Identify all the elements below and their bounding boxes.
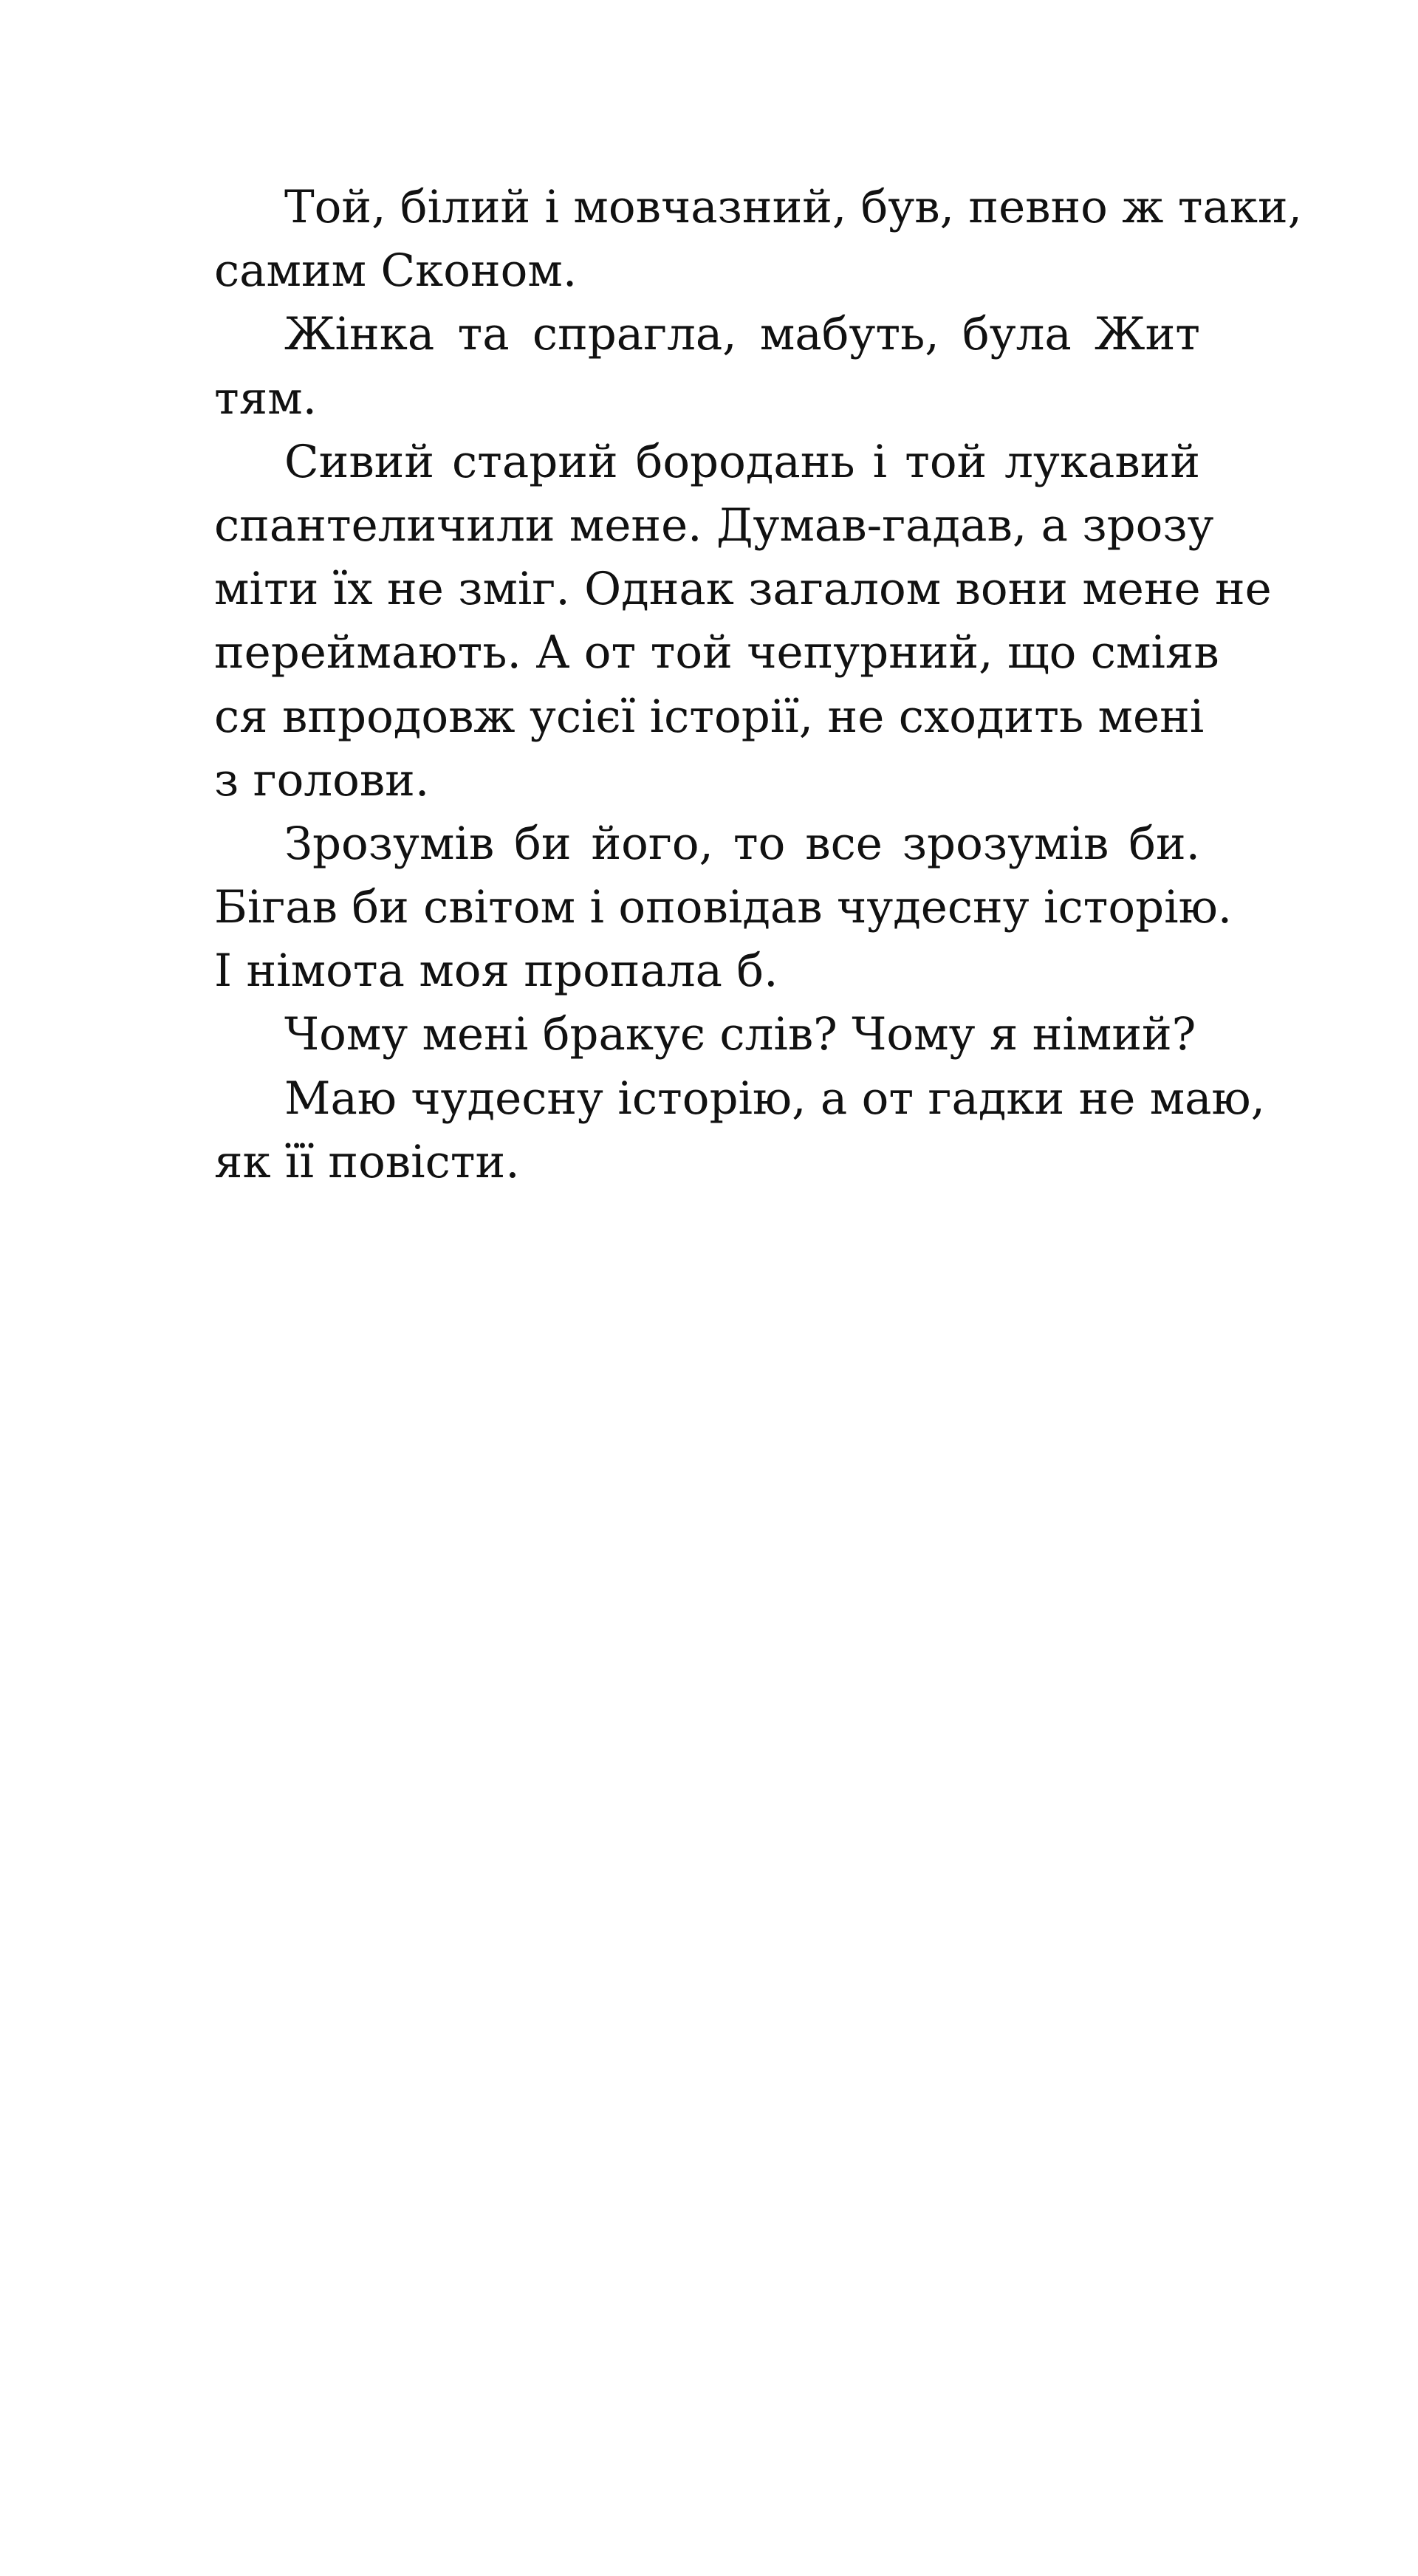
text-line: спантеличили мене. Думав-гадав, а зрозу — [214, 499, 1214, 552]
text-line: як її повісти. — [214, 1135, 520, 1188]
text-line: з голови. — [214, 753, 430, 806]
text-line: І німота моя пропала б. — [214, 945, 778, 998]
text-line: переймають. А от той чепурний, що сміяв — [214, 626, 1219, 679]
page-body-text — [214, 176, 1303, 1194]
text-line: Сивий старий бородань і той лукавий — [284, 435, 1200, 488]
text-line: Бігав би світом і оповідав чудесну історію. — [214, 881, 1233, 934]
text-line: Той, білий і мовчазний, був, певно ж таки, — [284, 181, 1303, 233]
text-line: ся впродовж усієї історії, не сходить мені — [214, 690, 1205, 743]
text-line: міти їх не зміг. Однак загалом вони мене не — [214, 563, 1272, 616]
text-line: Зрозумів би його, то все зрозумів би. — [284, 817, 1200, 870]
text-line: Маю чудесну історію, а от гадки не маю, — [284, 1072, 1266, 1125]
text-line: Чому мені бракує слів? Чому я німий? — [284, 1008, 1196, 1061]
text-line: Жінка та спрагла, мабуть, була Жит — [284, 308, 1200, 361]
text-line: тям. — [214, 371, 318, 425]
text-line: самим Сконом. — [214, 244, 578, 298]
